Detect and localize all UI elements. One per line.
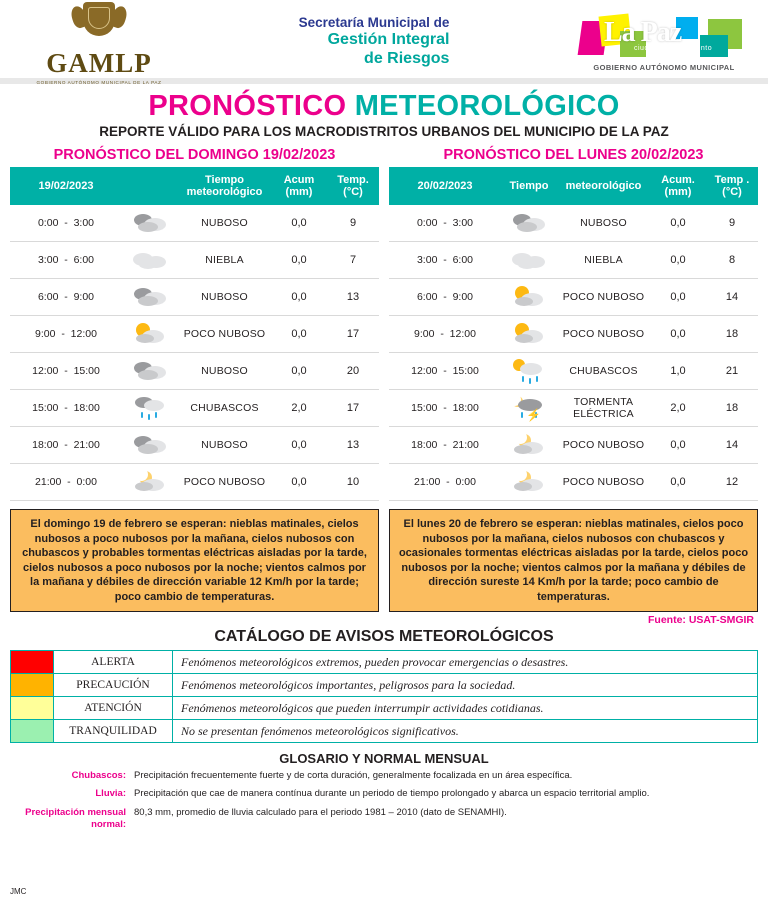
column-header-acum-line1: Acum. [661, 174, 695, 186]
table-row [389, 353, 758, 390]
column-header-temp-line2: (°C) [722, 186, 742, 198]
thunderstorm-icon: ⚡ [501, 390, 557, 427]
partly-cloudy-day-icon [122, 316, 178, 353]
cell-condition: NUBOSO [178, 205, 271, 242]
title-part-pronostico: PRONÓSTICO [148, 90, 355, 122]
day-headings [0, 147, 768, 163]
catalog-row [11, 651, 757, 674]
page-subtitle: REPORTE VÁLIDO PARA LOS MACRODISTRITOS URBANOS DEL MUNICIPIO DE LA PAZ [99, 124, 669, 139]
catalog-title: CATÁLOGO DE AVISOS METEOROLÓGICOS [214, 628, 554, 646]
rain-shower-icon [501, 353, 557, 390]
table-row [389, 205, 758, 242]
glossary-term: Lluvia: [95, 788, 126, 800]
cell-timerange: 9:00 - 12:00 [389, 316, 501, 353]
catalog-color-swatch [11, 674, 54, 696]
cell-acum: 2,0 [271, 390, 327, 427]
column-header-acum [650, 167, 706, 205]
cell-condition: POCO NUBOSO [557, 279, 650, 316]
source-label: Fuente: USAT-SMGIR [648, 614, 754, 627]
day-heading-monday: PRONÓSTICO DEL LUNES 20/02/2023 [443, 147, 704, 163]
cell-condition: CHUBASCOS [557, 353, 650, 390]
cell-temp: 9 [706, 205, 758, 242]
lapaz-tagline: ciudad en movimiento [634, 44, 713, 52]
cell-acum: 0,0 [271, 464, 327, 501]
partly-cloudy-day-icon [501, 279, 557, 316]
catalog-table [10, 650, 758, 743]
table-header-row [10, 167, 379, 205]
cell-temp: 17 [327, 390, 379, 427]
table-row [10, 464, 379, 501]
cell-timerange: 0:00 - 3:00 [389, 205, 501, 242]
cell-condition: POCO NUBOSO [557, 427, 650, 464]
cell-acum: 0,0 [271, 242, 327, 279]
cell-temp: 18 [706, 316, 758, 353]
crest-icon [72, 0, 126, 46]
footer-initials: JMC [10, 887, 27, 896]
glossary-definition: 80,3 mm, promedio de lluvia calculado para el periodo 1981 – 2010 (dato de SENAMHI). [134, 806, 507, 818]
catalog-row [11, 674, 757, 697]
cloudy-icon [122, 205, 178, 242]
cell-temp: 13 [327, 279, 379, 316]
department-line1: Secretaría Municipal de [298, 15, 450, 31]
cell-timerange: 15:00 - 18:00 [10, 390, 122, 427]
lapaz-government-label: GOBIERNO AUTÓNOMO MUNICIPAL [593, 62, 735, 72]
day-heading-sunday: PRONÓSTICO DEL DOMINGO 19/02/2023 [53, 147, 336, 163]
table-header-row [389, 167, 758, 205]
forecast-table-monday [389, 167, 758, 501]
cloudy-icon [122, 353, 178, 390]
department-title [299, 15, 460, 69]
cell-temp: 7 [327, 242, 379, 279]
cell-condition: NIEBLA [557, 242, 650, 279]
partly-cloudy-night-icon [501, 464, 557, 501]
glossary [14, 770, 754, 830]
table-row [10, 279, 379, 316]
catalog-color-swatch [11, 651, 54, 673]
cloudy-icon [122, 427, 178, 464]
cell-timerange: 3:00 - 6:00 [389, 242, 501, 279]
column-header-temp-line1: Temp. [337, 174, 369, 186]
fog-icon [501, 242, 557, 279]
column-header-acum-line2: (mm) [664, 186, 692, 198]
cell-acum: 0,0 [271, 205, 327, 242]
cell-timerange: 18:00 - 21:00 [10, 427, 122, 464]
table-row [389, 427, 758, 464]
cell-temp: 12 [706, 464, 758, 501]
note-monday: El lunes 20 de febrero se esperan: nieblas matinales, cielos poco nubosos por la mañana, cielos nubosos con chubascos y ocasionales tormentas eléctricas aisladas por la tarde, cielos poco nubosos por la noche; vientos calmos por la mañana y débiles de dirección sureste 14 Km/h por la tarde; poco cambio de temperaturas. [389, 509, 758, 612]
gamlp-subtitle: GOBIERNO AUTÓNOMO MUNICIPAL DE LA PAZ [36, 79, 162, 85]
partly-cloudy-night-icon [122, 464, 178, 501]
cell-timerange: 9:00 - 12:00 [10, 316, 122, 353]
cell-timerange: 12:00 - 15:00 [389, 353, 501, 390]
cell-timerange: 21:00 - 0:00 [389, 464, 501, 501]
cell-condition: TORMENTA ELÉCTRICA [557, 390, 650, 427]
cell-temp: 18 [706, 390, 758, 427]
forecast-tables [0, 163, 768, 501]
glossary-definition: Precipitación que cae de manera contínua durante un periodo de tiempo prolongado y abarca un espacio territorial amplio. [134, 788, 650, 800]
cell-timerange: 15:00 - 18:00 [389, 390, 501, 427]
cell-condition: POCO NUBOSO [557, 316, 650, 353]
cell-condition: CHUBASCOS [178, 390, 271, 427]
forecast-notes [0, 501, 768, 612]
catalog-label: ATENCIÓN [54, 697, 173, 719]
cell-acum: 0,0 [271, 427, 327, 464]
cell-timerange: 0:00 - 3:00 [10, 205, 122, 242]
catalog-label: PRECAUCIÓN [54, 674, 173, 696]
forecast-table-sunday [10, 167, 379, 501]
column-header-acum-line2: (mm) [285, 186, 313, 198]
cell-timerange: 21:00 - 0:00 [10, 464, 122, 501]
table-row [10, 353, 379, 390]
cell-acum: 0,0 [650, 205, 706, 242]
page-title [0, 90, 768, 139]
cell-acum: 0,0 [271, 279, 327, 316]
cell-condition: NUBOSO [557, 205, 650, 242]
cell-acum: 2,0 [650, 390, 706, 427]
glossary-item [14, 770, 754, 782]
catalog-color-swatch [11, 720, 54, 742]
cell-timerange: 6:00 - 9:00 [389, 279, 501, 316]
catalog-description: Fenómenos meteorológicos que pueden interrumpir actividades cotidianas. [181, 700, 544, 715]
cell-timerange: 6:00 - 9:00 [10, 279, 122, 316]
cell-temp: 17 [327, 316, 379, 353]
table-row [389, 242, 758, 279]
cell-temp: 9 [327, 205, 379, 242]
cell-acum: 0,0 [271, 316, 327, 353]
cell-condition: POCO NUBOSO [557, 464, 650, 501]
cell-temp: 10 [327, 464, 379, 501]
partly-cloudy-day-icon [501, 316, 557, 353]
catalog-color-swatch [11, 697, 54, 719]
catalog-description: No se presentan fenómenos meteorológicos significativos. [181, 723, 459, 738]
cell-temp: 21 [706, 353, 758, 390]
cell-timerange: 18:00 - 21:00 [389, 427, 501, 464]
column-header-weather-1: Tiempo [501, 167, 557, 205]
note-sunday: El domingo 19 de febrero se esperan: nieblas matinales, cielos nubosos a poco nubosos por la mañana, cielos nubosos con chubascos y probables tormentas eléctricas aisladas por la tarde, cielos nubosos a poco nubosos por la noche; vientos calmos por la mañana y débiles de dirección variable 12 Km/h por la tarde; poco cambio de temperaturas. [10, 509, 379, 612]
glossary-term: Precipitación mensual normal: [25, 806, 126, 830]
column-header-acum [271, 167, 327, 205]
cell-condition: NUBOSO [178, 353, 271, 390]
cell-condition: POCO NUBOSO [178, 464, 271, 501]
title-part-meteorologico: METEOROLÓGICO [354, 90, 620, 122]
cell-temp: 14 [706, 279, 758, 316]
partly-cloudy-night-icon [501, 427, 557, 464]
column-header-acum-line1: Acum [283, 174, 315, 186]
table-row [10, 427, 379, 464]
lapaz-logo [574, 13, 754, 72]
catalog-row [11, 720, 757, 742]
cell-acum: 0,0 [650, 242, 706, 279]
table-row [389, 279, 758, 316]
column-header-weather-2: meteorológico [557, 167, 650, 205]
cell-acum: 0,0 [650, 464, 706, 501]
cell-temp: 13 [327, 427, 379, 464]
catalog-description: Fenómenos meteorológicos importantes, peligrosos para la sociedad. [181, 677, 516, 692]
table-row [389, 464, 758, 501]
cell-timerange: 3:00 - 6:00 [10, 242, 122, 279]
cell-acum: 1,0 [650, 353, 706, 390]
department-line2: Gestión Integral [327, 31, 450, 49]
table-row [10, 242, 379, 279]
cloudy-icon [501, 205, 557, 242]
cloudy-icon [122, 279, 178, 316]
gamlp-wordmark: GAMLP [46, 47, 152, 78]
glossary-definition: Precipitación frecuentemente fuerte y de corta duración, generalmente focalizada en un área específica. [134, 770, 573, 782]
cell-acum: 0,0 [271, 353, 327, 390]
cell-condition: NIEBLA [178, 242, 271, 279]
cell-temp: 8 [706, 242, 758, 279]
table-row [389, 390, 758, 427]
glossary-term: Chubascos: [71, 770, 126, 782]
gamlp-logo [14, 0, 184, 85]
column-header-icon [122, 167, 178, 205]
column-header-temp [327, 167, 379, 205]
glossary-item [14, 788, 754, 800]
catalog-label: TRANQUILIDAD [54, 720, 173, 742]
cell-timerange: 12:00 - 15:00 [10, 353, 122, 390]
page-header [0, 0, 768, 85]
cell-temp: 14 [706, 427, 758, 464]
cell-temp: 20 [327, 353, 379, 390]
catalog-description: Fenómenos meteorológicos extremos, pueden provocar emergencias o desastres. [181, 654, 569, 669]
cell-condition: POCO NUBOSO [178, 316, 271, 353]
column-header-temp-line2: (°C) [343, 186, 363, 198]
cell-acum: 0,0 [650, 279, 706, 316]
cell-condition: NUBOSO [178, 427, 271, 464]
cell-acum: 0,0 [650, 316, 706, 353]
lapaz-brand: La Paz [604, 16, 682, 48]
cell-acum: 0,0 [650, 427, 706, 464]
table-row [10, 390, 379, 427]
column-header-date: 19/02/2023 [10, 167, 122, 205]
fog-icon [122, 242, 178, 279]
catalog-row [11, 697, 757, 720]
column-header-weather: Tiempo meteorológico [178, 167, 271, 205]
rain-shower-icon [122, 390, 178, 427]
glossary-item [14, 807, 754, 831]
table-row [389, 316, 758, 353]
glossary-title: GLOSARIO Y NORMAL MENSUAL [279, 751, 489, 767]
column-header-date: 20/02/2023 [389, 167, 501, 205]
column-header-temp [706, 167, 758, 205]
cell-condition: NUBOSO [178, 279, 271, 316]
table-row [10, 316, 379, 353]
catalog-label: ALERTA [54, 651, 173, 673]
column-header-temp-line1: Temp . [714, 174, 750, 186]
table-row [10, 205, 379, 242]
department-line3: de Riesgos [364, 49, 450, 67]
